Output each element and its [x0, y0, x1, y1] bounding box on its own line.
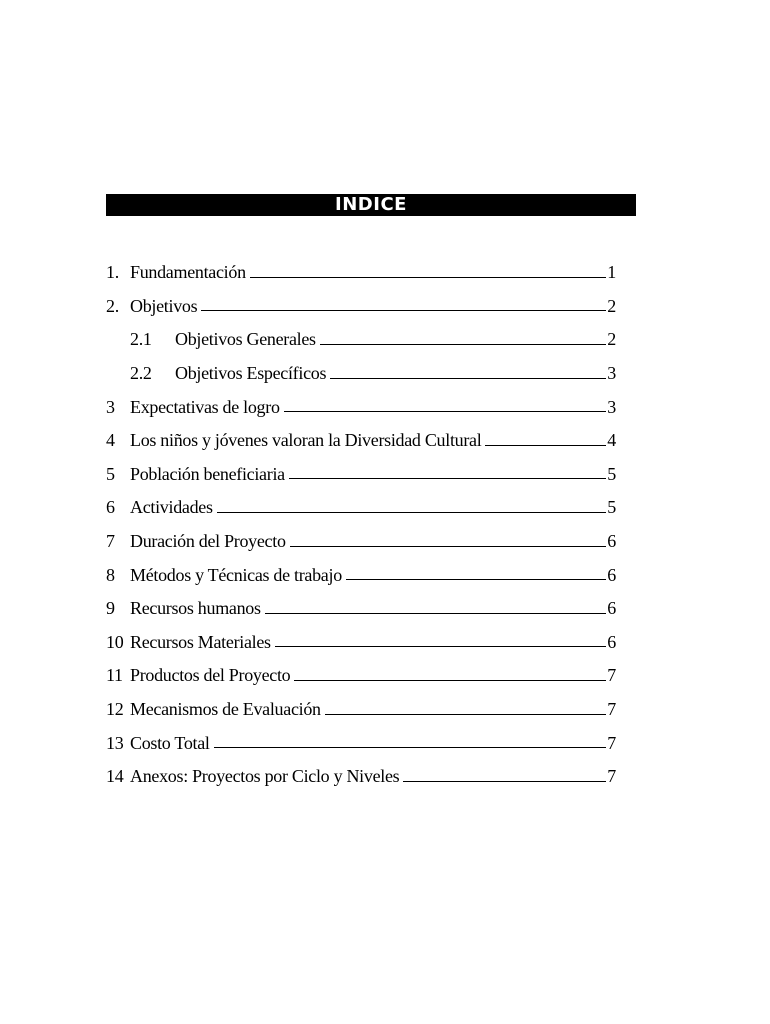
- toc-entry: [106, 592, 616, 626]
- toc-entry: [106, 760, 616, 794]
- toc-entry-number: 9: [106, 598, 115, 619]
- toc-entry-number: 13: [106, 732, 124, 753]
- toc-entry-label: Objetivos Generales: [175, 329, 316, 350]
- toc-entry-number: 5: [106, 463, 115, 484]
- toc-leader-line: [250, 276, 606, 278]
- toc-entry: [106, 458, 616, 492]
- toc-entry-label: Duración del Proyecto: [130, 531, 286, 552]
- toc-entry-page: 7: [607, 732, 616, 753]
- toc-entry: [106, 693, 616, 727]
- toc-entry-page: 7: [607, 766, 616, 787]
- toc-subentry: [106, 357, 616, 391]
- toc-entry-number: 3: [106, 396, 115, 417]
- toc-entry-page: 6: [607, 631, 616, 652]
- toc-entry-page: 3: [607, 363, 616, 384]
- toc-leader-line: [284, 410, 606, 412]
- toc-entry-page: 4: [607, 430, 616, 451]
- toc-leader-line: [330, 377, 606, 379]
- toc-entry-page: 7: [607, 665, 616, 686]
- toc-entry-label: Población beneficiaria: [130, 463, 285, 484]
- toc-entry: [106, 491, 616, 525]
- toc-entry-label: Actividades: [130, 497, 213, 518]
- toc-entry-page: 1: [607, 262, 616, 283]
- toc-entry-page: 3: [607, 396, 616, 417]
- toc-entry-label: Los niños y jóvenes valoran la Diversidad Cultural: [130, 430, 482, 451]
- toc-entry-page: 2: [607, 329, 616, 350]
- toc-entry-page: 6: [607, 531, 616, 552]
- toc-entry-number: 10: [106, 631, 124, 652]
- toc-entry-number: 4: [106, 430, 115, 451]
- toc-entry: [106, 424, 616, 458]
- toc-entry-number: 12: [106, 699, 124, 720]
- toc-leader-line: [201, 309, 606, 311]
- toc-entry: [106, 726, 616, 760]
- index-title: INDICE: [106, 194, 636, 216]
- toc-leader-line: [294, 679, 606, 681]
- toc-leader-line: [325, 713, 606, 715]
- toc-entry-number: 2.: [106, 295, 119, 316]
- toc-entry-label: Costo Total: [130, 732, 210, 753]
- toc-entry: [106, 256, 616, 290]
- toc-entry-number: 2.1: [130, 329, 152, 350]
- toc-entry-label: Mecanismos de Evaluación: [130, 699, 321, 720]
- toc-entry-page: 6: [607, 598, 616, 619]
- toc-entry-number: 8: [106, 564, 115, 585]
- toc-subentry: [106, 323, 616, 357]
- toc-entry-label: Objetivos: [130, 295, 198, 316]
- toc-leader-line: [217, 511, 606, 513]
- toc-entry: [106, 290, 616, 324]
- toc-entry-label: Métodos y Técnicas de trabajo: [130, 564, 342, 585]
- toc-entry-label: Fundamentación: [130, 262, 246, 283]
- toc-entry-page: 5: [607, 463, 616, 484]
- toc-entry-page: 7: [607, 699, 616, 720]
- toc-entry-label: Anexos: Proyectos por Ciclo y Niveles: [130, 766, 400, 787]
- toc-entry-number: 1.: [106, 262, 119, 283]
- toc-leader-line: [275, 645, 606, 647]
- toc-leader-line: [485, 444, 606, 446]
- toc-leader-line: [289, 477, 606, 479]
- toc-entry-number: 14: [106, 766, 124, 787]
- toc-entry: [106, 626, 616, 660]
- toc-entry-page: 6: [607, 564, 616, 585]
- toc-leader-line: [290, 545, 606, 547]
- toc-entry-label: Recursos humanos: [130, 598, 261, 619]
- toc-entry-label: Objetivos Específicos: [175, 363, 327, 384]
- toc-leader-line: [214, 746, 606, 748]
- toc-entry-number: 2.2: [130, 363, 152, 384]
- toc-entry-page: 5: [607, 497, 616, 518]
- toc-leader-line: [320, 343, 606, 345]
- toc-entry: [106, 390, 616, 424]
- toc-entry-label: Expectativas de logro: [130, 396, 280, 417]
- toc-entry-number: 7: [106, 531, 115, 552]
- toc-entry-page: 2: [607, 295, 616, 316]
- toc-entry: [106, 525, 616, 559]
- table-of-contents: [106, 256, 616, 794]
- toc-entry: [106, 558, 616, 592]
- toc-entry-number: 6: [106, 497, 115, 518]
- toc-entry-label: Productos del Proyecto: [130, 665, 291, 686]
- toc-entry: [106, 659, 616, 693]
- toc-leader-line: [346, 578, 606, 580]
- toc-entry-number: 11: [106, 665, 123, 686]
- toc-leader-line: [265, 612, 606, 614]
- toc-leader-line: [403, 780, 606, 782]
- toc-entry-label: Recursos Materiales: [130, 631, 271, 652]
